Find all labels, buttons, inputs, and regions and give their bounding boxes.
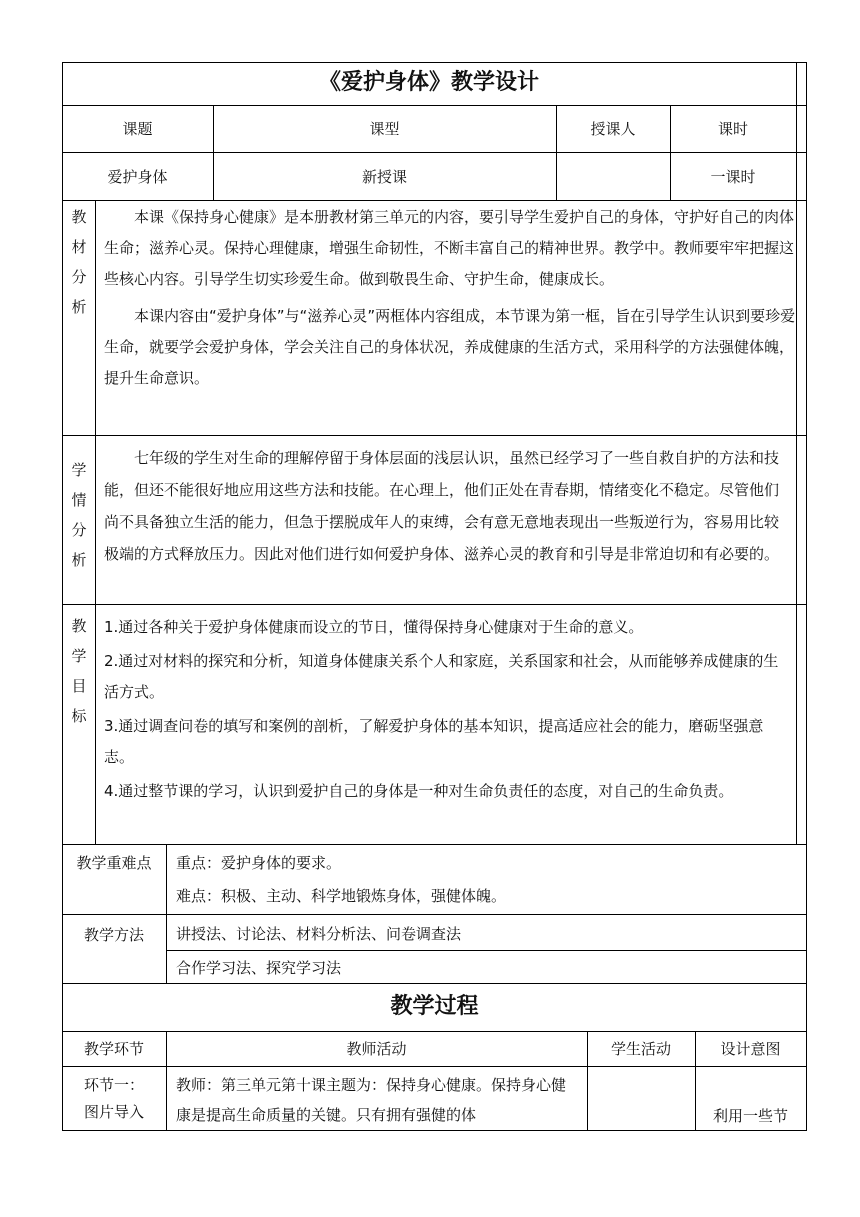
process-header-student: 学生活动 [610,1040,671,1058]
document-title: 《爱护身体》教学设计 [318,70,539,95]
key-points-label: 教学重难点 [76,854,152,872]
row-line [62,152,807,153]
stage-line-1: 环节一： [83,1076,144,1094]
material-analysis-label: 教 材 分 析 [71,208,87,316]
list-item: 4.通过整节课的学习，认识到爱护自己的身体是一种对生命负责任的态度，对自己的生命负责。 [104,782,734,800]
row-line [62,914,807,915]
teacher-activity-text: 教师：第三单元第十课主题为：保持身心健康。保持身心健康是提高生命质量的关键。只有拥有强健的体 [176,1076,567,1124]
objectives-list [104,612,786,807]
process-header-intent: 设计意图 [720,1040,781,1058]
table-border-right [806,62,807,1130]
process-title: 教学过程 [390,994,479,1019]
key-point: 重点：爱护身体的要求。 [176,854,342,872]
type-value: 新授课 [361,168,407,186]
list-item: 1.通过各种关于爱护身体健康而设立的节日，懂得保持身心健康对于生命的意义。 [104,618,644,636]
col-line [95,200,96,844]
objectives-label: 教 学 目 标 [71,617,87,725]
row-line [62,200,807,201]
process-header-teacher: 教师活动 [346,1040,407,1058]
methods-line-1: 讲授法、讨论法、材料分析法、问卷调查法 [176,925,462,943]
header-hours: 课时 [717,120,748,138]
list-item: 3.通过调查问卷的填写和案例的剖析，了解爱护身体的基本知识，提高适应社会的能力，磨砺坚强意志。 [104,717,764,766]
student-analysis-text [104,442,790,570]
row-line [62,105,807,106]
methods-label: 教学方法 [83,926,144,944]
hours-value: 一课时 [710,168,756,186]
row-line [62,844,807,845]
table-border-left [62,62,63,1130]
paragraph: 本课内容由“爱护身体”与“滋养心灵”两框体内容组成，本节课为第一框，旨在引导学生认识到要珍爱生命，就要学会爱护身体，学会关注自己的身体状况，养成健康的生活方式，采用科学的方法强健体魄，提升生命意识。 [104,307,796,387]
stage-line-2: 图片导入 [83,1103,144,1121]
design-intent-text: 利用一些节 [712,1107,788,1125]
col-line [166,844,167,983]
table-inner-right-line [796,62,797,844]
paragraph: 七年级的学生对生命的理解停留于身体层面的浅层认识，虽然已经学习了一些自救自护的方法和技能，但还不能很好地应用这些方法和技能。在心理上，他们正处在青春期，情绪变化不稳定。尽管他们尚不具备独立生活的能力，但急于摆脱成年人的束缚，会有意无意地表现出一些叛逆行为，容易用比较极端的方式释放压力。因此对他们进行如何爱护身体、滋养心灵的教育和引导是非常迫切和有必要的。 [104,449,780,563]
paragraph: 本课《保持身心健康》是本册教材第三单元的内容，要引导学生爱护自己的身体，守护好自己的肉体生命；滋养心灵。保持心理健康，增强生命韧性，不断丰富自己的精神世界。教学中。教师要牢牢把握这些核心内容。引导学生切实珍爱生命。做到敬畏生命、守护生命，健康成长。 [104,208,795,288]
table-border-bottom [62,1130,807,1131]
list-item: 2.通过对材料的探究和分析，知道身体健康关系个人和家庭，关系国家和社会，从而能够养成健康的生活方式。 [104,652,779,701]
difficult-point: 难点：积极、主动、科学地锻炼身体，强健体魄。 [176,887,507,905]
header-topic: 课题 [122,120,153,138]
header-teacher: 授课人 [590,120,636,138]
material-analysis-text [104,202,796,394]
topic-value: 爱护身体 [107,168,168,186]
header-type: 课型 [369,120,400,138]
row-line [62,604,807,605]
table-border-top [62,62,807,63]
row-line [62,983,807,984]
row-line [166,950,807,951]
process-header-stage: 教学环节 [83,1040,144,1058]
methods-line-2: 合作学习法、探究学习法 [176,959,342,977]
row-line [62,435,807,436]
student-analysis-label: 学 情 分 析 [71,461,87,569]
